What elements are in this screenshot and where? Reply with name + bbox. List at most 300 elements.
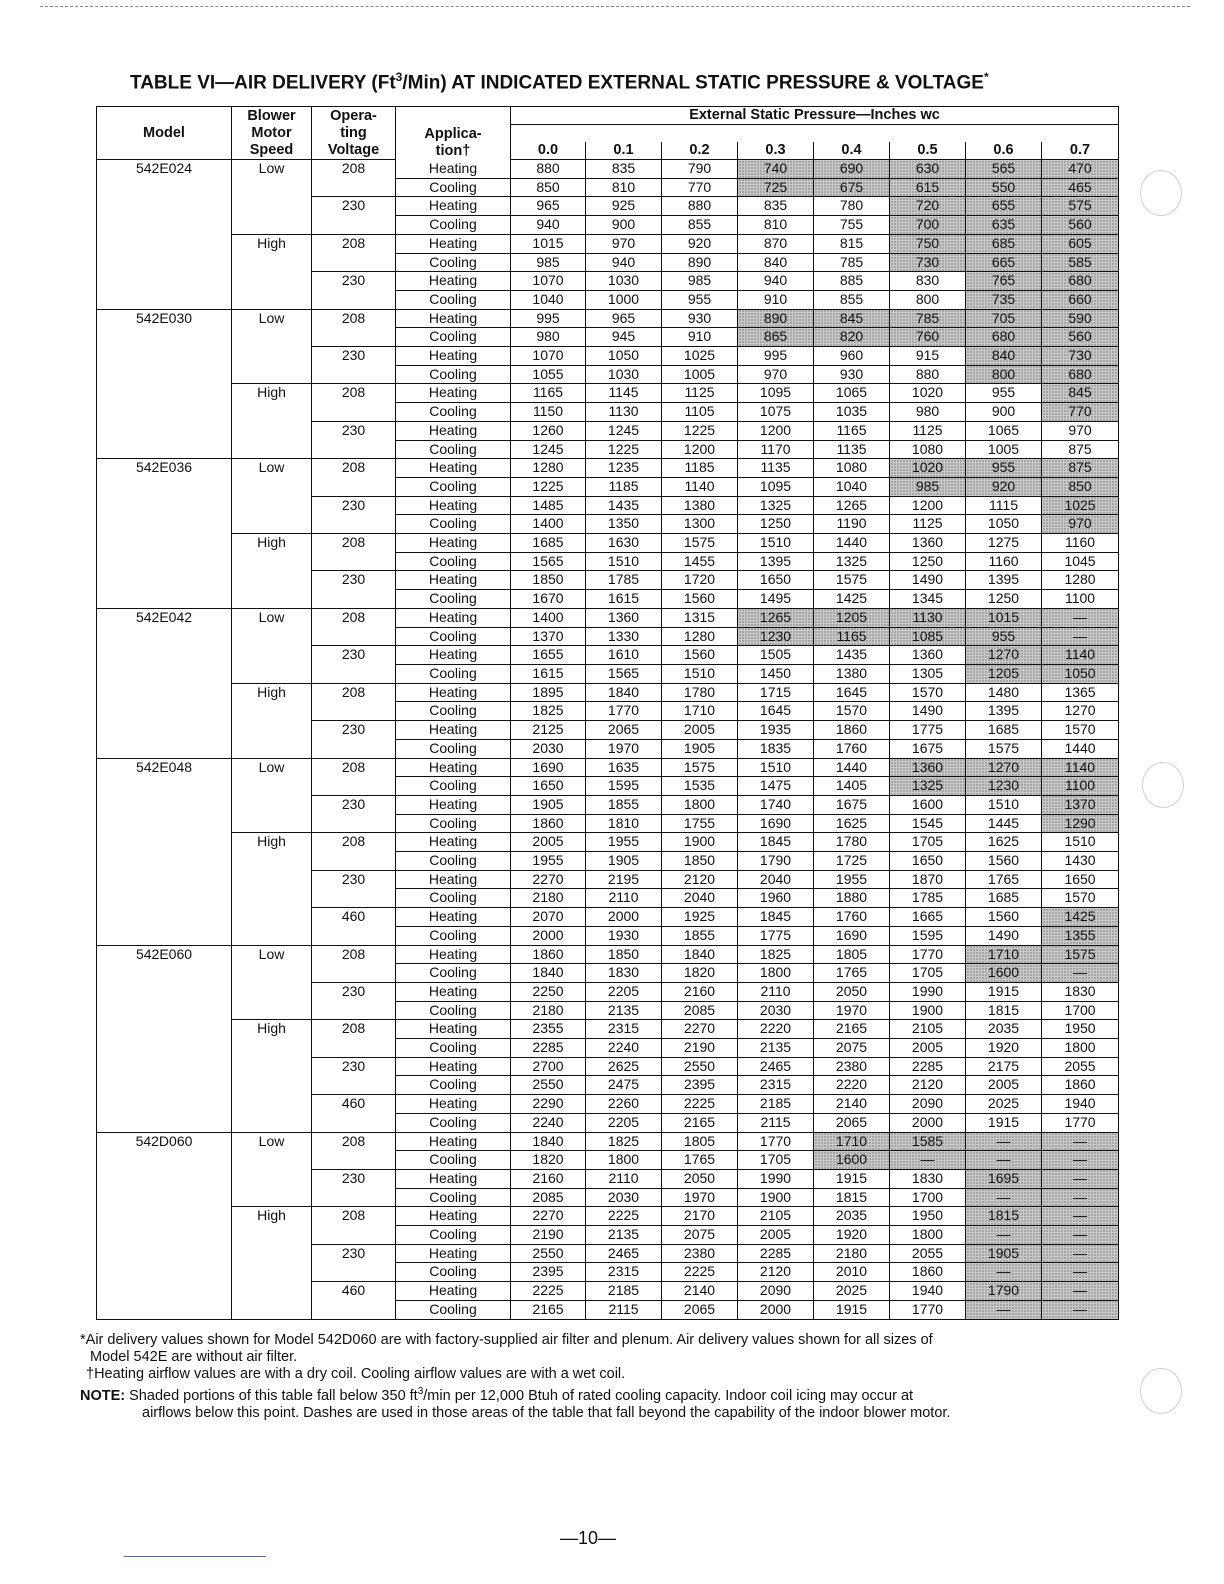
airflow-cell: 2270 [511, 870, 586, 889]
application-cell: Cooling [396, 1113, 511, 1132]
application-cell: Cooling [396, 216, 511, 235]
airflow-cell: 1770 [1042, 1113, 1119, 1132]
airflow-cell: — [1042, 1263, 1119, 1282]
voltage-cell: 230 [312, 347, 396, 366]
airflow-cell: 1035 [814, 403, 890, 422]
voltage-cell: 230 [312, 721, 396, 740]
airflow-cell: 2110 [586, 889, 662, 908]
airflow-cell: — [966, 1132, 1042, 1151]
airflow-cell: 1475 [738, 777, 814, 796]
airflow-cell: 1820 [511, 1151, 586, 1170]
airflow-cell: 1815 [966, 1001, 1042, 1020]
airflow-cell: 1915 [814, 1300, 890, 1319]
airflow-cell: 1440 [1042, 739, 1119, 758]
application-cell: Heating [396, 1282, 511, 1301]
model-cell [97, 290, 232, 309]
table-row [97, 328, 1119, 347]
airflow-cell: 700 [890, 216, 966, 235]
application-cell: Heating [396, 571, 511, 590]
model-cell [97, 1076, 232, 1095]
airflow-cell: 1395 [738, 552, 814, 571]
airflow-cell: 970 [1042, 515, 1119, 534]
airflow-cell: 2075 [814, 1039, 890, 1058]
airflow-cell: 770 [662, 178, 738, 197]
airflow-cell: 615 [890, 178, 966, 197]
airflow-cell: 655 [966, 197, 1042, 216]
table-row [97, 459, 1119, 478]
blower-speed-cell: High [232, 384, 312, 403]
voltage-cell [312, 440, 396, 459]
voltage-cell: 230 [312, 421, 396, 440]
airflow-cell: 1065 [966, 421, 1042, 440]
airflow-cell: 1630 [586, 534, 662, 553]
model-cell [97, 571, 232, 590]
blower-speed-cell [232, 1244, 312, 1263]
airflow-cell: 675 [814, 178, 890, 197]
airflow-cell: 2395 [662, 1076, 738, 1095]
table-row [97, 702, 1119, 721]
airflow-cell: 1790 [738, 852, 814, 871]
airflow-cell: — [1042, 608, 1119, 627]
airflow-cell: 1650 [511, 777, 586, 796]
airflow-cell: 1850 [586, 945, 662, 964]
blower-speed-cell [232, 739, 312, 758]
airflow-cell: 1250 [966, 590, 1042, 609]
airflow-cell: 1610 [586, 646, 662, 665]
airflow-cell: 1495 [738, 590, 814, 609]
airflow-cell: 920 [662, 234, 738, 253]
blower-speed-cell [232, 1057, 312, 1076]
airflow-cell: 1265 [738, 608, 814, 627]
airflow-cell: 1770 [890, 1300, 966, 1319]
airflow-cell: 1950 [1042, 1020, 1119, 1039]
model-cell [97, 216, 232, 235]
blower-speed-cell [232, 1263, 312, 1282]
voltage-cell [312, 702, 396, 721]
airflow-cell: 1030 [586, 272, 662, 291]
airflow-cell: 1280 [1042, 571, 1119, 590]
table-row [97, 739, 1119, 758]
airflow-cell: 1960 [738, 889, 814, 908]
table-row [97, 1057, 1119, 1076]
airflow-cell: 1535 [662, 777, 738, 796]
blower-speed-cell: Low [232, 945, 312, 964]
application-cell: Cooling [396, 702, 511, 721]
airflow-cell: 1510 [966, 795, 1042, 814]
table-row [97, 1076, 1119, 1095]
airflow-cell: 1670 [511, 590, 586, 609]
airflow-cell: 2090 [738, 1282, 814, 1301]
airflow-cell: 1235 [586, 459, 662, 478]
airflow-cell: 2085 [511, 1188, 586, 1207]
airflow-cell: 1920 [966, 1039, 1042, 1058]
page-title: TABLE VI—AIR DELIVERY (Ft$^3$/Min) AT INDICATED EXTERNAL STATIC PRESSURE & VOLTAGE* [130, 70, 989, 94]
airflow-cell: 2110 [586, 1169, 662, 1188]
airflow-cell: 1665 [890, 908, 966, 927]
application-cell: Heating [396, 1244, 511, 1263]
application-cell: Cooling [396, 515, 511, 534]
voltage-cell [312, 552, 396, 571]
airflow-cell: 830 [890, 272, 966, 291]
airflow-cell: 1840 [511, 1132, 586, 1151]
airflow-cell: 2070 [511, 908, 586, 927]
airflow-cell: 1625 [814, 814, 890, 833]
airflow-cell: 1145 [586, 384, 662, 403]
application-cell: Cooling [396, 253, 511, 272]
application-cell: Cooling [396, 664, 511, 683]
airflow-cell: 1615 [511, 664, 586, 683]
airflow-cell: 1970 [662, 1188, 738, 1207]
model-cell: 542E048 [97, 758, 232, 777]
application-cell: Heating [396, 945, 511, 964]
model-cell: 542E024 [97, 160, 232, 179]
airflow-cell: 2285 [511, 1039, 586, 1058]
airflow-cell: 2270 [511, 1207, 586, 1226]
airflow-cell: 2225 [511, 1282, 586, 1301]
airflow-cell: 2040 [662, 889, 738, 908]
airflow-cell: 1810 [586, 814, 662, 833]
airflow-cell: 1950 [890, 1207, 966, 1226]
application-cell: Heating [396, 309, 511, 328]
airflow-cell: 2160 [662, 982, 738, 1001]
blower-speed-cell [232, 1039, 312, 1058]
airflow-cell: 2000 [738, 1300, 814, 1319]
voltage-cell [312, 1039, 396, 1058]
airflow-cell: 1040 [511, 290, 586, 309]
table-row [97, 982, 1119, 1001]
airflow-cell: 1100 [1042, 590, 1119, 609]
airflow-cell: 1405 [814, 777, 890, 796]
airflow-cell: 2005 [738, 1226, 814, 1245]
airflow-cell: 1365 [1042, 683, 1119, 702]
airflow-cell: 1135 [814, 440, 890, 459]
airflow-cell: 1905 [662, 739, 738, 758]
airflow-cell: 1395 [966, 571, 1042, 590]
airflow-cell: 1690 [814, 926, 890, 945]
airflow-cell: 1940 [1042, 1095, 1119, 1114]
table-row [97, 908, 1119, 927]
airflow-cell: 1305 [890, 664, 966, 683]
airflow-cell: 1710 [966, 945, 1042, 964]
voltage-cell: 230 [312, 1244, 396, 1263]
blower-speed-cell [232, 347, 312, 366]
airflow-cell: 740 [738, 160, 814, 179]
airflow-cell: 1130 [890, 608, 966, 627]
model-cell [97, 403, 232, 422]
airflow-cell: 1485 [511, 496, 586, 515]
blower-speed-cell [232, 795, 312, 814]
application-cell: Cooling [396, 440, 511, 459]
table-row [97, 309, 1119, 328]
blower-speed-cell [232, 440, 312, 459]
airflow-cell: 2225 [586, 1207, 662, 1226]
table-row [97, 795, 1119, 814]
header-pressure: 0.0 [511, 142, 586, 160]
voltage-cell: 208 [312, 534, 396, 553]
airflow-cell: 1185 [586, 477, 662, 496]
table-row [97, 440, 1119, 459]
airflow-cell: 605 [1042, 234, 1119, 253]
airflow-cell: 1955 [511, 852, 586, 871]
airflow-cell: 735 [966, 290, 1042, 309]
voltage-cell: 460 [312, 908, 396, 927]
voltage-cell [312, 664, 396, 683]
airflow-cell: 1085 [890, 627, 966, 646]
header-application: Applica- tion† [396, 107, 511, 160]
airflow-cell: 1700 [1042, 1001, 1119, 1020]
voltage-cell [312, 814, 396, 833]
airflow-cell: — [966, 1300, 1042, 1319]
blower-speed-cell [232, 515, 312, 534]
airflow-cell: 1770 [890, 945, 966, 964]
airflow-cell: 1775 [890, 721, 966, 740]
table-row [97, 945, 1119, 964]
blower-speed-cell: Low [232, 1132, 312, 1151]
voltage-cell: 460 [312, 1282, 396, 1301]
airflow-cell: 1625 [966, 833, 1042, 852]
airflow-cell: — [1042, 627, 1119, 646]
voltage-cell: 208 [312, 683, 396, 702]
model-cell [97, 552, 232, 571]
voltage-cell: 208 [312, 234, 396, 253]
airflow-cell: 665 [966, 253, 1042, 272]
airflow-cell: 2240 [511, 1113, 586, 1132]
airflow-cell: 1490 [966, 926, 1042, 945]
airflow-cell: 790 [662, 160, 738, 179]
voltage-cell: 208 [312, 309, 396, 328]
application-cell: Heating [396, 347, 511, 366]
airflow-cell: 1425 [814, 590, 890, 609]
airflow-cell: 2065 [662, 1300, 738, 1319]
airflow-cell: 2115 [738, 1113, 814, 1132]
blower-speed-cell [232, 1300, 312, 1319]
airflow-cell: 1915 [814, 1169, 890, 1188]
voltage-cell: 230 [312, 496, 396, 515]
airflow-cell: 1685 [511, 534, 586, 553]
model-cell [97, 477, 232, 496]
airflow-cell: 835 [586, 160, 662, 179]
airflow-cell: 2380 [662, 1244, 738, 1263]
airflow-cell: 1430 [1042, 852, 1119, 871]
airflow-cell: 1720 [662, 571, 738, 590]
airflow-cell: — [1042, 1188, 1119, 1207]
blower-speed-cell [232, 1113, 312, 1132]
airflow-cell: 1200 [738, 421, 814, 440]
airflow-cell: 755 [814, 216, 890, 235]
air-delivery-table [96, 106, 1119, 1320]
airflow-cell: 1815 [966, 1207, 1042, 1226]
airflow-cell: 1455 [662, 552, 738, 571]
application-cell: Cooling [396, 477, 511, 496]
airflow-cell: 1870 [890, 870, 966, 889]
airflow-cell: 2140 [662, 1282, 738, 1301]
airflow-cell: — [1042, 1282, 1119, 1301]
airflow-cell: 955 [662, 290, 738, 309]
airflow-cell: 2115 [586, 1300, 662, 1319]
blower-speed-cell [232, 496, 312, 515]
airflow-cell: 1765 [814, 964, 890, 983]
airflow-cell: 2030 [511, 739, 586, 758]
airflow-cell: 2315 [586, 1020, 662, 1039]
model-cell [97, 964, 232, 983]
airflow-cell: 985 [662, 272, 738, 291]
airflow-cell: 2065 [814, 1113, 890, 1132]
airflow-cell: 1300 [662, 515, 738, 534]
airflow-cell: 1825 [511, 702, 586, 721]
blower-speed-cell [232, 1282, 312, 1301]
airflow-cell: 1765 [966, 870, 1042, 889]
application-cell: Heating [396, 721, 511, 740]
airflow-cell: 780 [814, 197, 890, 216]
airflow-cell: 1140 [1042, 646, 1119, 665]
blower-speed-cell: Low [232, 309, 312, 328]
airflow-cell: 1895 [511, 683, 586, 702]
airflow-cell: 785 [814, 253, 890, 272]
airflow-cell: 880 [511, 160, 586, 179]
application-cell: Cooling [396, 739, 511, 758]
airflow-cell: — [966, 1188, 1042, 1207]
airflow-cell: 1025 [662, 347, 738, 366]
airflow-cell: 970 [1042, 421, 1119, 440]
airflow-cell: 815 [814, 234, 890, 253]
airflow-cell: 1425 [1042, 908, 1119, 927]
airflow-cell: 2180 [511, 1001, 586, 1020]
airflow-cell: 1855 [662, 926, 738, 945]
airflow-cell: 2040 [738, 870, 814, 889]
airflow-cell: 560 [1042, 328, 1119, 347]
airflow-cell: 1860 [890, 1263, 966, 1282]
airflow-cell: 2250 [511, 982, 586, 1001]
application-cell: Cooling [396, 964, 511, 983]
airflow-cell: 1575 [814, 571, 890, 590]
model-cell [97, 272, 232, 291]
blower-speed-cell [232, 403, 312, 422]
airflow-cell: 2000 [586, 908, 662, 927]
airflow-cell: 1480 [966, 683, 1042, 702]
airflow-cell: 2225 [662, 1095, 738, 1114]
airflow-cell: 725 [738, 178, 814, 197]
model-cell: 542E030 [97, 309, 232, 328]
table-row [97, 1207, 1119, 1226]
airflow-cell: — [966, 1226, 1042, 1245]
table-row [97, 515, 1119, 534]
airflow-cell: 1265 [814, 496, 890, 515]
airflow-cell: 880 [662, 197, 738, 216]
airflow-cell: 1510 [738, 534, 814, 553]
airflow-cell: 1860 [511, 945, 586, 964]
table-row [97, 627, 1119, 646]
airflow-cell: 1560 [662, 646, 738, 665]
airflow-cell: 960 [814, 347, 890, 366]
airflow-cell: 2055 [890, 1244, 966, 1263]
application-cell: Cooling [396, 777, 511, 796]
airflow-cell: 970 [586, 234, 662, 253]
airflow-cell: — [1042, 1207, 1119, 1226]
airflow-cell: 1800 [890, 1226, 966, 1245]
airflow-cell: 2165 [511, 1300, 586, 1319]
airflow-cell: 1645 [738, 702, 814, 721]
airflow-cell: 2205 [586, 982, 662, 1001]
airflow-cell: 900 [966, 403, 1042, 422]
model-cell [97, 1188, 232, 1207]
airflow-cell: 1505 [738, 646, 814, 665]
airflow-cell: 845 [814, 309, 890, 328]
airflow-cell: 1600 [814, 1151, 890, 1170]
airflow-cell: 690 [814, 160, 890, 179]
airflow-cell: 1740 [738, 795, 814, 814]
airflow-cell: 1715 [738, 683, 814, 702]
table-row [97, 833, 1119, 852]
table-row [97, 590, 1119, 609]
airflow-cell: 1635 [586, 758, 662, 777]
airflow-cell: 840 [966, 347, 1042, 366]
table-row [97, 347, 1119, 366]
airflow-cell: 1445 [966, 814, 1042, 833]
airflow-cell: 1905 [966, 1244, 1042, 1263]
airflow-cell: 1710 [662, 702, 738, 721]
model-cell [97, 1300, 232, 1319]
airflow-cell: 1570 [1042, 721, 1119, 740]
airflow-cell: 1360 [890, 646, 966, 665]
airflow-cell: 750 [890, 234, 966, 253]
airflow-cell: 1135 [738, 459, 814, 478]
airflow-cell: 2025 [966, 1095, 1042, 1114]
airflow-cell: 930 [662, 309, 738, 328]
airflow-cell: 2190 [662, 1039, 738, 1058]
airflow-cell: 2120 [890, 1076, 966, 1095]
airflow-cell: 1705 [890, 833, 966, 852]
note-shaded: NOTE: Shaded portions of this table fall below 350 $ft^3/\min$ per 12,000 Btuh of rated cooling capacity. Indoor coil icing may occur at [80, 1386, 914, 1404]
airflow-cell: 1755 [662, 814, 738, 833]
airflow-cell: 1510 [586, 552, 662, 571]
airflow-cell: 1005 [662, 365, 738, 384]
airflow-cell: 1225 [586, 440, 662, 459]
model-cell [97, 646, 232, 665]
blower-speed-cell [232, 1151, 312, 1170]
airflow-cell: — [1042, 1244, 1119, 1263]
airflow-cell: 1185 [662, 459, 738, 478]
table-row [97, 234, 1119, 253]
voltage-cell [312, 627, 396, 646]
airflow-cell: — [966, 1263, 1042, 1282]
airflow-cell: 1575 [662, 534, 738, 553]
application-cell: Heating [396, 534, 511, 553]
airflow-cell: 1725 [814, 852, 890, 871]
airflow-cell: 1125 [890, 515, 966, 534]
model-cell [97, 1151, 232, 1170]
model-cell [97, 814, 232, 833]
application-cell: Heating [396, 384, 511, 403]
table-row [97, 534, 1119, 553]
airflow-cell: 1400 [511, 608, 586, 627]
model-cell [97, 702, 232, 721]
airflow-cell: 1360 [890, 758, 966, 777]
airflow-cell: 1015 [511, 234, 586, 253]
airflow-cell: 2220 [814, 1076, 890, 1095]
voltage-cell: 208 [312, 1020, 396, 1039]
airflow-cell: 1585 [890, 1132, 966, 1151]
airflow-cell: 1785 [890, 889, 966, 908]
model-cell [97, 1039, 232, 1058]
application-cell: Cooling [396, 814, 511, 833]
airflow-cell: 1825 [586, 1132, 662, 1151]
model-cell [97, 1169, 232, 1188]
airflow-cell: 1125 [662, 384, 738, 403]
table-row [97, 1113, 1119, 1132]
airflow-cell: 1005 [966, 440, 1042, 459]
blower-speed-cell: High [232, 683, 312, 702]
airflow-cell: 1070 [511, 272, 586, 291]
